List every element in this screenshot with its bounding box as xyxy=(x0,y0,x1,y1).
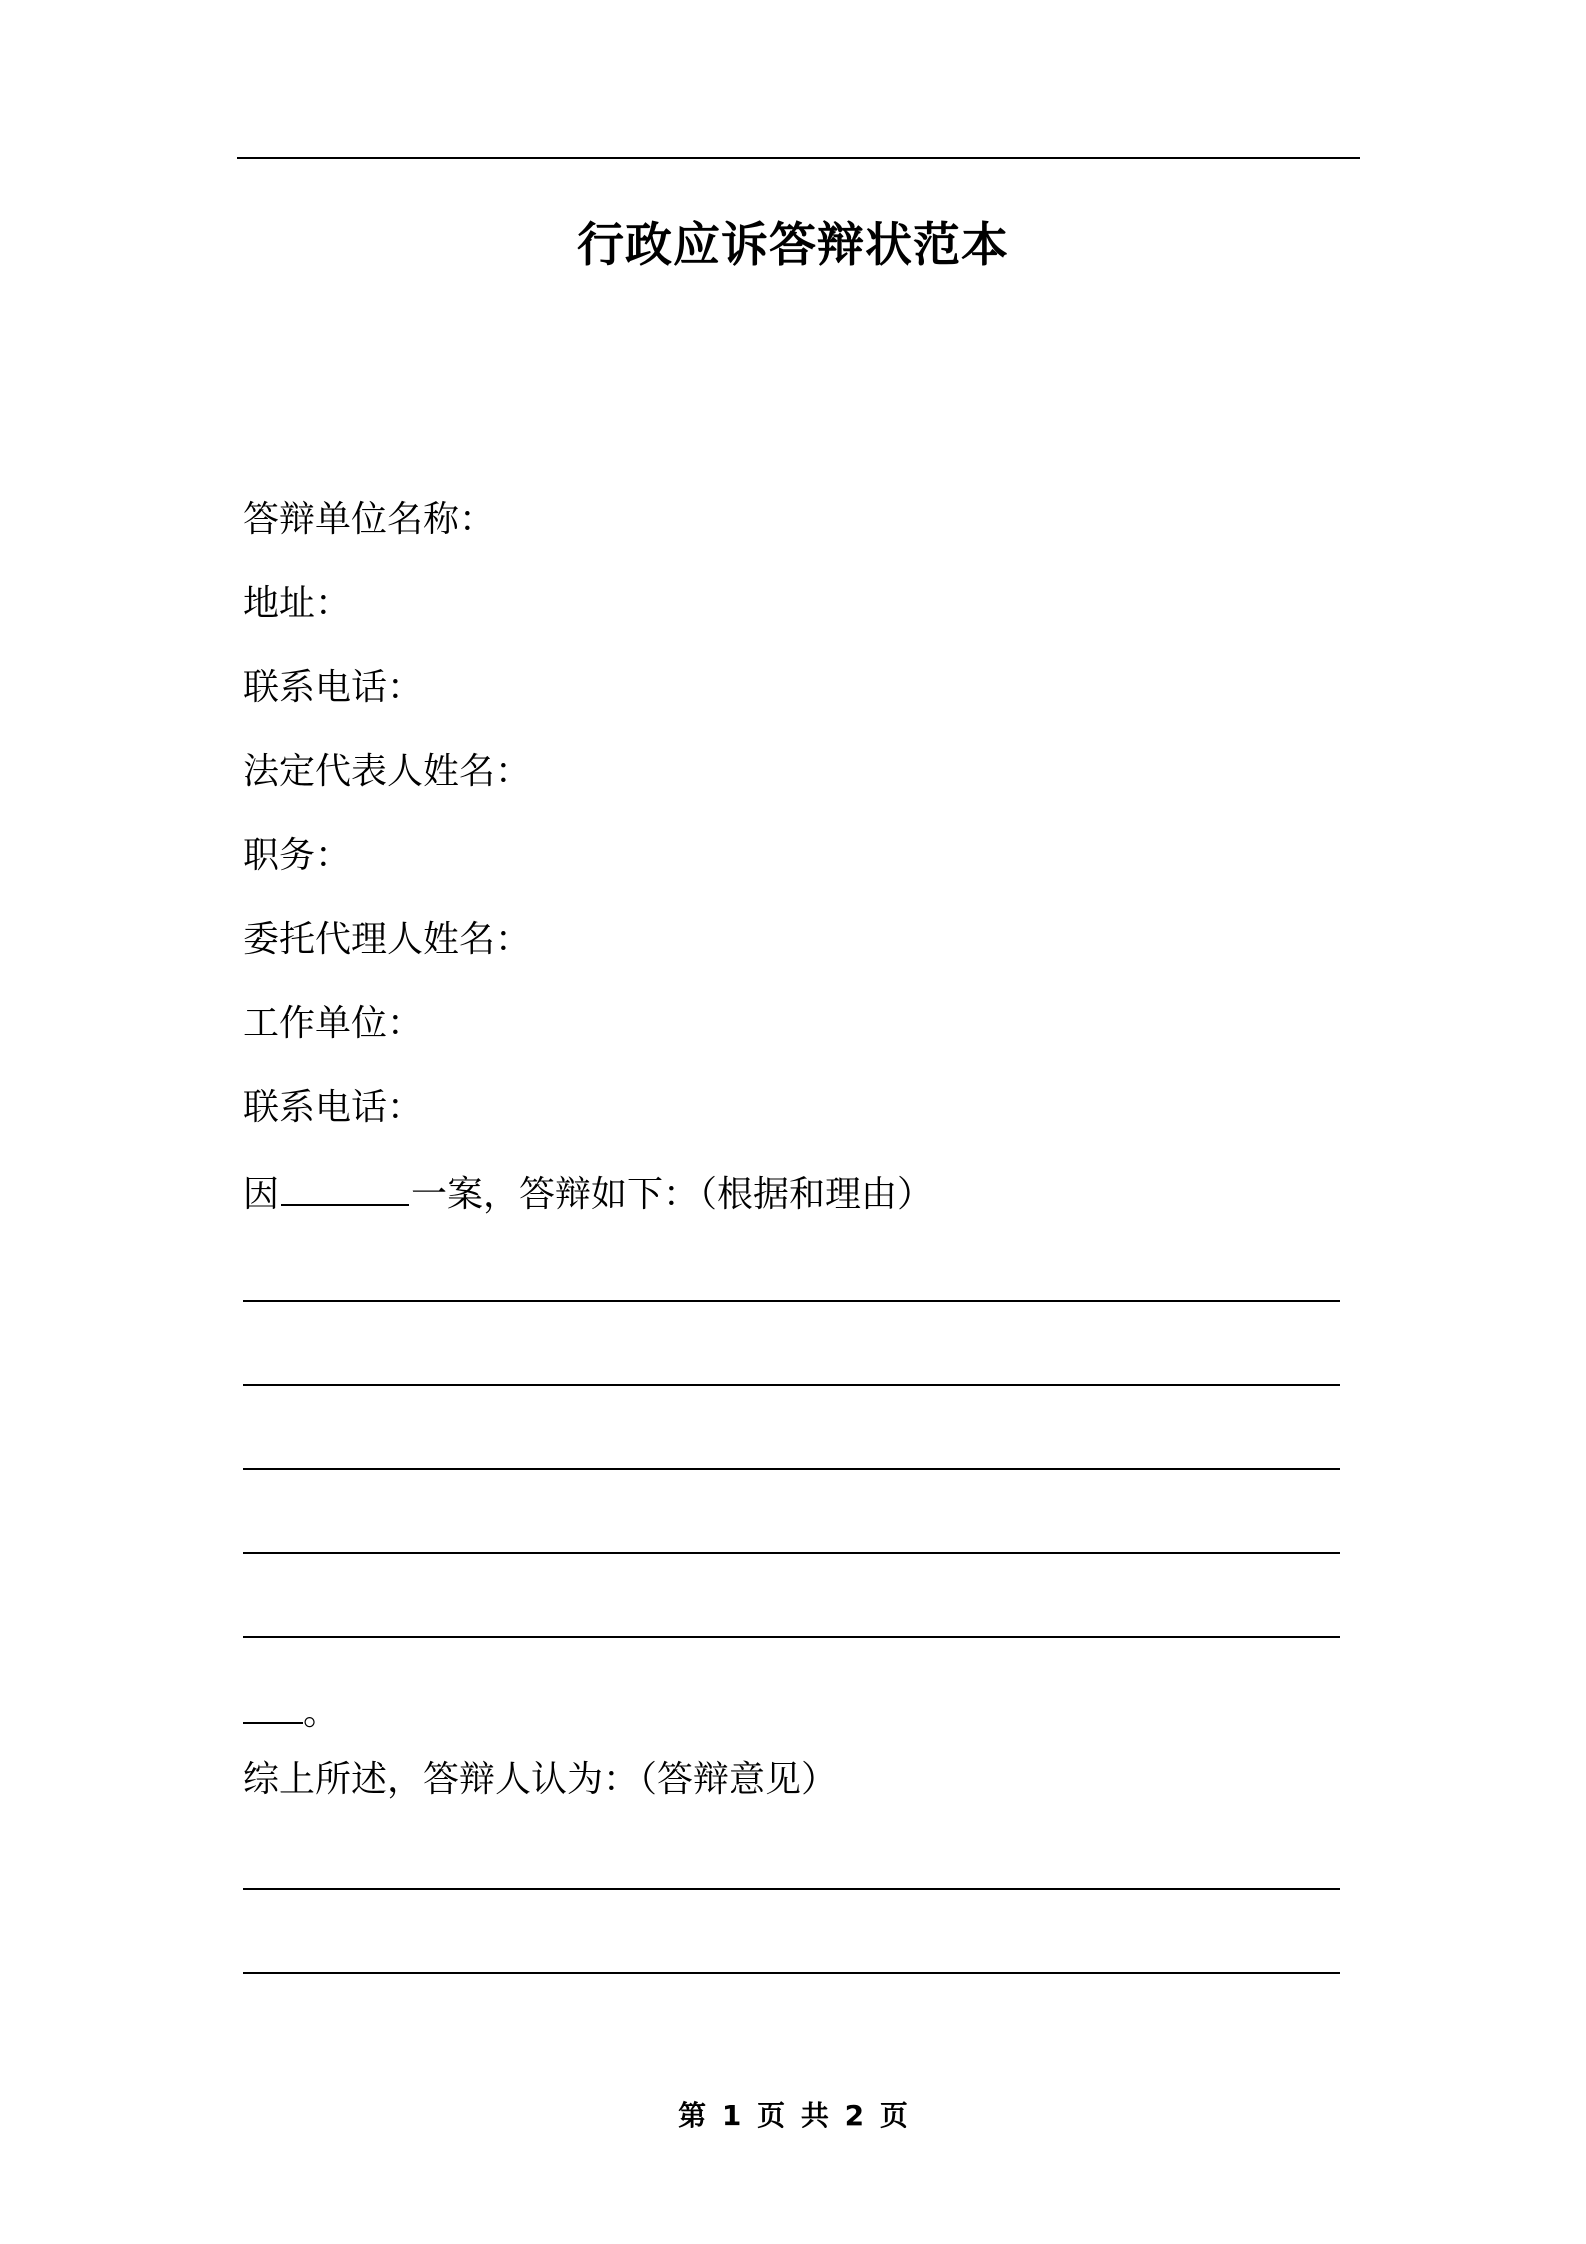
field-legal-rep-name: 法定代表人姓名： xyxy=(243,751,532,792)
field-position: 职务： xyxy=(243,835,352,876)
header-rule xyxy=(237,157,1360,159)
case-prefix: 因 xyxy=(243,1174,280,1215)
field-address: 地址： xyxy=(243,583,352,624)
reason-end-blank xyxy=(243,1688,303,1724)
opinion-line-2 xyxy=(243,1972,1340,1974)
case-suffix: 一案，答辩如下：（根据和理由） xyxy=(411,1174,934,1215)
field-phone: 联系电话： xyxy=(243,667,424,708)
opinion-line-1 xyxy=(243,1888,1340,1890)
reason-end xyxy=(243,1688,339,1736)
reason-end-mark: 。 xyxy=(303,1692,340,1733)
field-agent-name: 委托代理人姓名： xyxy=(243,919,532,960)
reason-line-5 xyxy=(243,1636,1340,1638)
field-agent-phone: 联系电话： xyxy=(243,1087,424,1128)
reason-line-3 xyxy=(243,1468,1340,1470)
field-work-unit: 工作单位： xyxy=(243,1003,424,1044)
document-title: 行政应诉答辩状范本 xyxy=(577,218,1009,273)
reason-line-2 xyxy=(243,1384,1340,1386)
page-number: 第 1 页 共 2 页 xyxy=(678,2099,908,2132)
reason-line-4 xyxy=(243,1552,1340,1554)
case-name-blank xyxy=(281,1168,409,1206)
case-statement xyxy=(243,1168,933,1219)
reason-line-1 xyxy=(243,1300,1340,1302)
field-respondent-name: 答辩单位名称： xyxy=(243,499,496,540)
conclusion-statement: 综上所述，答辩人认为：（答辩意见） xyxy=(243,1759,838,1800)
